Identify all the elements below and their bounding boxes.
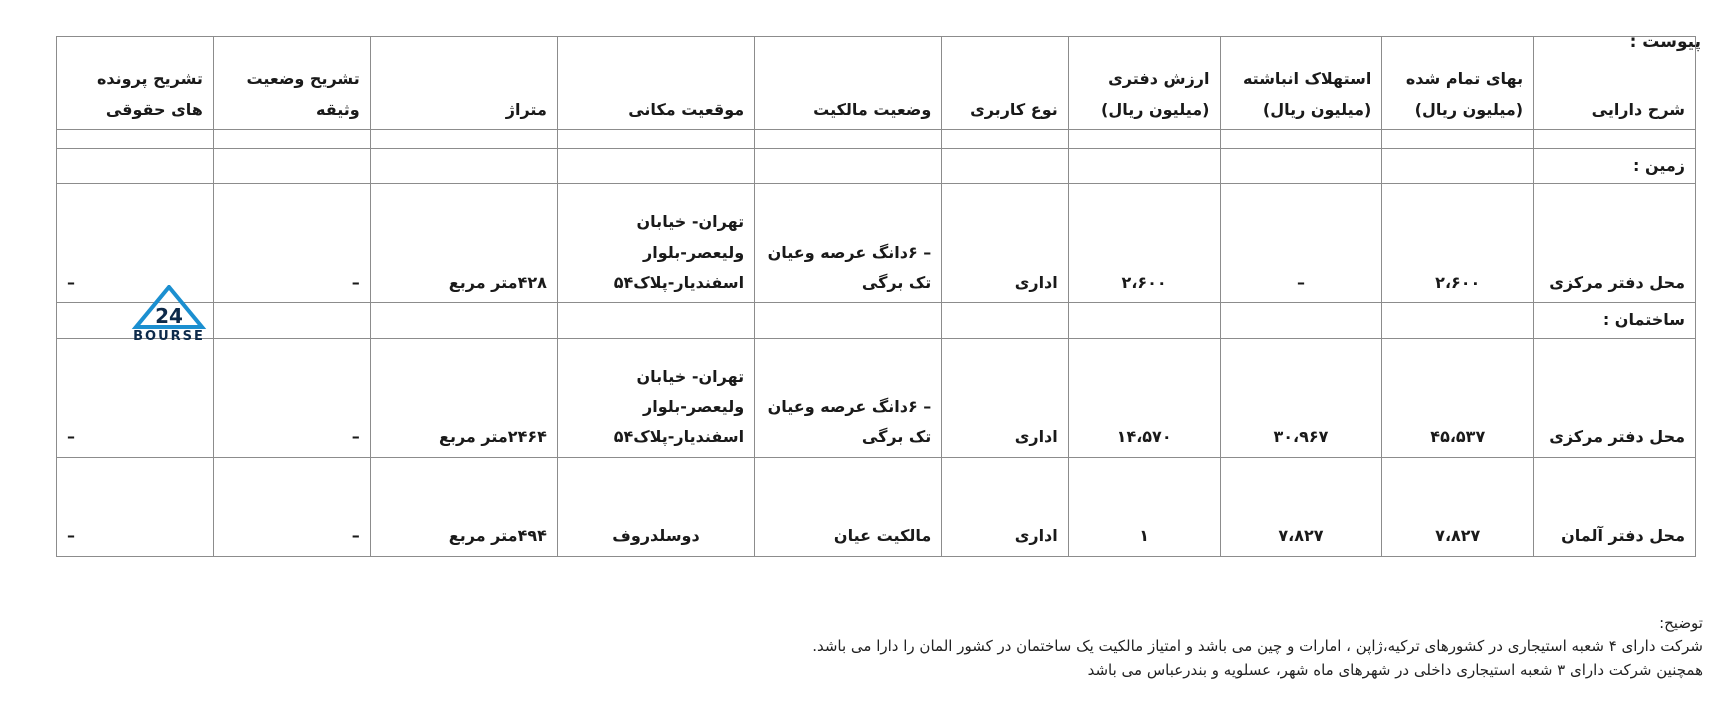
header-ownership: وضعیت مالکیت	[755, 37, 942, 130]
table-row	[57, 457, 1696, 556]
header-location: موقعیت مکانی	[557, 37, 754, 130]
book-value-cell: ۲،۶۰۰	[1068, 184, 1220, 303]
cost-cell: ۲،۶۰۰	[1382, 184, 1534, 303]
location-cell: دوسلدروف	[557, 457, 754, 556]
spacer-row	[57, 130, 1696, 149]
header-asset-desc: شرح دارایی	[1534, 37, 1696, 130]
location-cell: تهران- خیابان ولیعصر-بلوار اسفندیار-پلاک۵۴	[557, 338, 754, 457]
notes-line-2: همچنین شرکت دارای ۳ شعبه استیجاری داخلی در شهرهای ماه شهر، عسلویه و بندرعباس می باشد	[1087, 660, 1703, 679]
area-cell: ۴۲۸متر مربع	[370, 184, 557, 303]
depreciation-cell: ۳۰،۹۶۷	[1220, 338, 1382, 457]
fixed-assets-table	[56, 36, 1696, 557]
table-row	[57, 184, 1696, 303]
asset-desc-cell: محل دفتر آلمان	[1534, 457, 1696, 556]
notes-title: توضیح:	[1659, 614, 1703, 632]
section-land-row	[57, 149, 1696, 184]
legal-cell: –	[57, 338, 214, 457]
header-book-value: ارزش دفتری (میلیون ریال)	[1068, 37, 1220, 130]
svg-text:24: 24	[155, 304, 183, 328]
header-legal: تشریح پرونده های حقوقی	[57, 37, 214, 130]
book-value-cell: ۱	[1068, 457, 1220, 556]
ownership-cell: – ۶دانگ عرصه وعیان تک برگی	[755, 338, 942, 457]
table-row	[57, 338, 1696, 457]
depreciation-cell: –	[1220, 184, 1382, 303]
appendix-label: پیوست :	[1629, 32, 1701, 52]
mortgage-cell: –	[213, 338, 370, 457]
ownership-cell: – ۶دانگ عرصه وعیان تک برگی	[755, 184, 942, 303]
bourse24-logo	[124, 285, 214, 355]
header-usage: نوع کاربری	[942, 37, 1068, 130]
notes-line-1: شرکت دارای ۴ شعبه استیجاری در کشورهای ترکیه،ژاپن ، امارات و چین می باشد و امتیاز مالکیت یک ساختمان در کشور المان را دارا می باشد.	[812, 637, 1703, 656]
section-land-label: زمین :	[1534, 149, 1696, 184]
legal-cell: –	[57, 184, 214, 303]
header-mortgage: تشریح وضعیت وثیقه	[213, 37, 370, 130]
bourse24-logo-mark	[124, 285, 214, 329]
book-value-cell: ۱۴،۵۷۰	[1068, 338, 1220, 457]
asset-desc-cell: محل دفتر مرکزی	[1534, 184, 1696, 303]
cost-cell: ۷،۸۲۷	[1382, 457, 1534, 556]
bourse24-logo-text: BOURSE	[133, 329, 205, 344]
cost-cell: ۴۵،۵۳۷	[1382, 338, 1534, 457]
notes-block	[503, 612, 1703, 682]
usage-cell: اداری	[942, 457, 1068, 556]
asset-desc-cell: محل دفتر مرکزی	[1534, 338, 1696, 457]
usage-cell: اداری	[942, 184, 1068, 303]
depreciation-cell: ۷،۸۲۷	[1220, 457, 1382, 556]
header-cost: بهای تمام شده (میلیون ریال)	[1382, 37, 1534, 130]
header-area: متراژ	[370, 37, 557, 130]
area-cell: ۴۹۴متر مربع	[370, 457, 557, 556]
header-depreciation: استهلاک انباشته (میلیون ریال)	[1220, 37, 1382, 130]
ownership-cell: مالکیت عیان	[755, 457, 942, 556]
section-building-row	[57, 303, 1696, 338]
mortgage-cell: –	[213, 184, 370, 303]
table-header-row	[57, 37, 1696, 130]
mortgage-cell: –	[213, 457, 370, 556]
usage-cell: اداری	[942, 338, 1068, 457]
area-cell: ۲۴۶۴متر مربع	[370, 338, 557, 457]
legal-cell: –	[57, 457, 214, 556]
section-building-label: ساختمان :	[1534, 303, 1696, 338]
location-cell: تهران- خیابان ولیعصر-بلوار اسفندیار-پلاک۵۴	[557, 184, 754, 303]
